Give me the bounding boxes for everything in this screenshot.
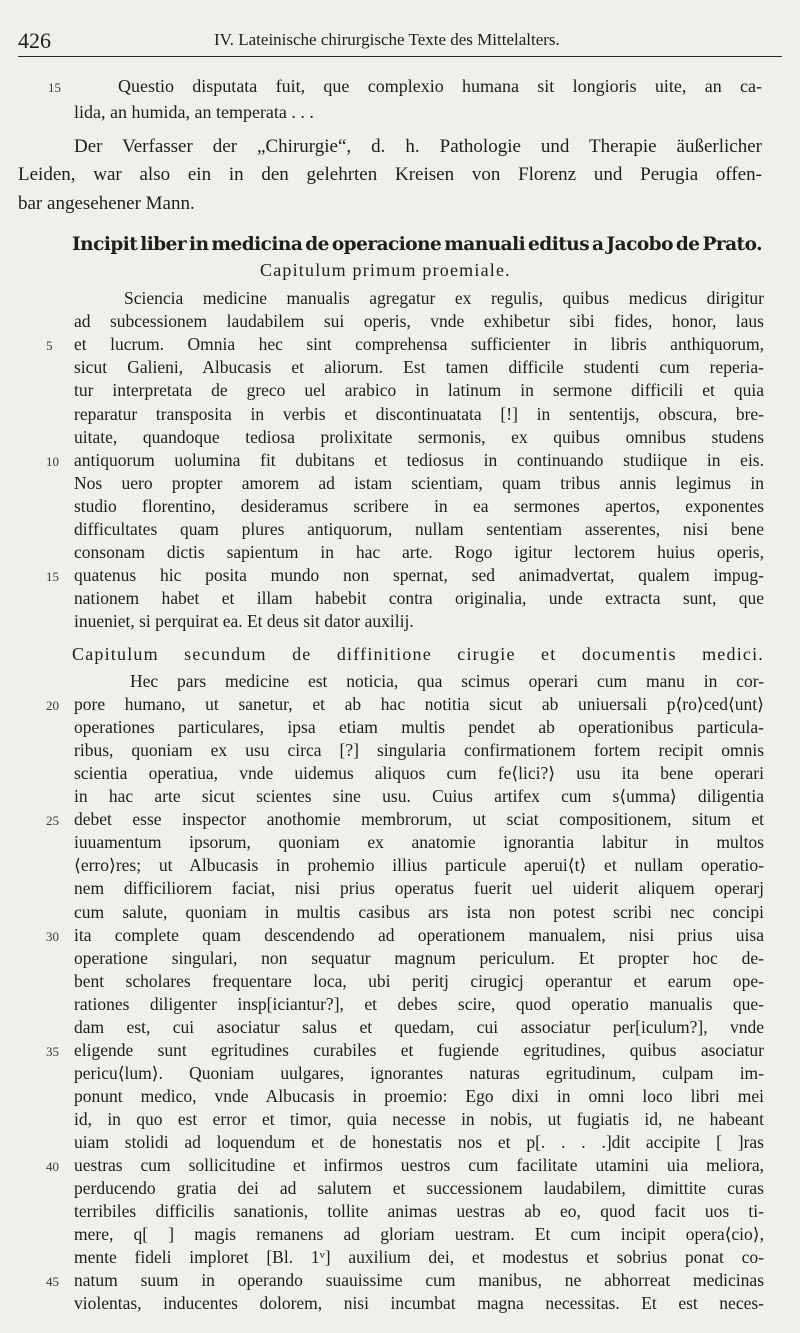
text-line: antiquorum uolumina fit dubitans et tediosus in continuando studiique in eis. — [74, 449, 764, 470]
text-line: rationes diligenter insp[iciantur?], et debes scire, quod operatio manualis que- — [74, 993, 764, 1014]
page-number: 426 — [18, 28, 51, 53]
text-line: nationem habet et illam habebit contra originalia, unde extracta sunt, que — [74, 588, 764, 609]
text-line: Nos uero propter amorem ad istam scientiam, quam tribus annis legimus in — [74, 472, 764, 493]
running-title: IV. Lateinische chirurgische Texte des Mittelalters. — [214, 30, 560, 49]
text-line: uitate, quandoque tediosa prolixitate sermonis, ex quibus omnibus studens — [74, 426, 764, 447]
text-line: terribiles difficilis sanationis, tollite animas uestras ab eo, quod facit uos ti- — [74, 1201, 764, 1222]
text-line: operationes particulares, ipsa etiam multis pendet ab operationibus particula- — [74, 717, 764, 738]
text-line: ad subcessionem laudabilem sui operis, vnde exhibetur sibi fides, honor, laus — [74, 311, 764, 332]
chapter-2-title: Capitulum secundum de diffinitione cirugie et documentis medici. — [72, 644, 764, 664]
line-number: 10 — [46, 453, 59, 469]
text-line: sicut Galieni, Albucasis et aliorum. Est tamen difficile studenti cum reperia- — [74, 357, 764, 378]
intro-paragraph-line: Leiden, war also ein in den gelehrten Kreisen von Florenz und Perugia offen- — [18, 164, 762, 185]
line-number: 15 — [48, 80, 61, 95]
text-line: cum salute, quoniam in multis casibus ars ista non potest scribi nec concipi — [74, 901, 764, 922]
text-line: mente fideli imploret [Bl. 1ᵛ] auxilium dei, et modestus et sobrius ponat co- — [74, 1247, 764, 1268]
text-line: pore humano, ut sanetur, et ab hac notitia sicut ab uniuersali p⟨ro⟩ced⟨unt⟩ — [74, 694, 764, 715]
intro-paragraph-line: Der Verfasser der „Chirurgie“, d. h. Pathologie und Therapie äußerlicher — [74, 136, 762, 157]
line-number: 30 — [46, 928, 59, 944]
text-line: studio florentino, desideramus scribere in ea sermones apertos, exponentes — [74, 495, 764, 516]
line-number: 15 — [46, 569, 59, 585]
text-line: inueniet, si perquirat ea. Et deus sit dator auxilij. — [74, 611, 414, 632]
book-heading: Incipit liber in medicina de operacione manuali editus a Jacobo de Prato. — [72, 234, 762, 255]
text-line: in hac arte sicut scientes sine usu. Cuius artifex cum s⟨umma⟩ diligentia — [74, 786, 764, 807]
text-line: iuuamentum ipsorum, quoniam ex anatomie ignorantia labitur in multos — [74, 832, 764, 853]
text-line: pericu⟨lum⟩. Quoniam uulgares, ignorantes naturas egritudinum, culpam im- — [74, 1062, 764, 1083]
text-line: Hec pars medicine est noticia, qua scimus operari cum manu in cor- — [130, 671, 764, 691]
text-line: id, in quo est error et timor, quia necesse in nobis, ut fugiatis id, ne habeant — [74, 1108, 764, 1129]
text-line: bent scholares frequentare loca, ubi peritj cirugicj operantur et earum ope- — [74, 970, 764, 991]
text-line: ribus, quoniam ex usu circa [?] singularia confirmationem fortem recipit omnis — [74, 740, 764, 761]
text-line: natum suum in operando suauissime cum manibus, ne abhorreat medicinas — [74, 1270, 764, 1291]
line-number: 40 — [46, 1159, 59, 1175]
line-number: 5 — [46, 338, 53, 354]
text-line: violentas, inducentes dolorem, nisi incumbat magna necessitas. Et est neces- — [74, 1293, 764, 1314]
intro-paragraph-line: bar angesehener Mann. — [18, 193, 195, 214]
line-number: 25 — [46, 813, 59, 829]
text-line: eligende sunt egritudines curabiles et fugiende egritudines, quibus asociatur — [74, 1039, 764, 1060]
text-line: nem difficiliorem faciat, nisi prius operatus fuerit uel uiderit aliquem operarj — [74, 878, 764, 899]
chapter-1-title: Capitulum primum proemiale. — [260, 260, 511, 280]
line-number: 20 — [46, 698, 59, 714]
text-line: perducendo gratia dei ad salutem et successionem laudabilem, dimittite curas — [74, 1178, 764, 1199]
text-line: reparatur transposita in verbis et discontinuatata [!] in sententijs, obscura, bre- — [74, 403, 764, 424]
quote-line: lida, an humida, an temperata . . . — [74, 102, 314, 122]
text-line: quatenus hic posita mundo non spernat, sed animadvertat, qualem impug- — [74, 565, 764, 586]
text-line: ⟨erro⟩res; ut Albucasis in prohemio illius particule aperui⟨t⟩ et nullam operatio- — [74, 855, 764, 876]
text-line: dam est, cui asociatur salus et quedam, cui associatur per[iculum?], vnde — [74, 1016, 764, 1037]
text-line: operatione singulari, non sequatur magnum periculum. Et propter hoc de- — [74, 947, 764, 968]
text-line: Sciencia medicine manualis agregatur ex regulis, quibus medicus dirigitur — [124, 288, 764, 308]
text-line: uestras cum sollicitudine et infirmos uestros cum facilitate utamini uia meliora, — [74, 1155, 764, 1176]
text-line: uiam stolidi ad loquendum et de honestatis nos et p[. . . .]dit accipite [ ]ras — [74, 1132, 764, 1152]
quote-line: Questio disputata fuit, que complexio humana sit longioris uite, an ca- — [118, 76, 762, 96]
page-header — [18, 22, 782, 57]
text-line: debet esse inspector anothomie membrorum, ut sciat compositionem, situm et — [74, 809, 764, 830]
text-line: tur interpretata de greco uel arabico in latinum in sermone difficili et quia — [74, 380, 764, 401]
text-line: et lucrum. Omnia hec sint comprehensa sufficienter in libris anthiquorum, — [74, 334, 764, 355]
text-line: difficultates quam plures antiquorum, nullam sententiam asserentes, nisi bene — [74, 519, 764, 539]
line-number: 45 — [46, 1274, 59, 1290]
line-number: 35 — [46, 1043, 59, 1059]
text-line: ponunt medico, vnde Albucasis in proemio: Ego dixi in omni loco libri mei — [74, 1085, 764, 1106]
text-line: mere, q[ ] magis remanens ad gloriam uestram. Et cum incipit opera⟨cio⟩, — [74, 1224, 764, 1245]
text-line: consonam dictis sapientum in hac arte. Rogo igitur lectorem huius operis, — [74, 542, 764, 563]
text-line: ita complete quam descendendo ad operationem manualem, nisi prius uisa — [74, 924, 764, 945]
text-line: scientia operatiua, vnde uidemus aliquos cum fe⟨lici?⟩ usu ita bene operari — [74, 763, 764, 784]
